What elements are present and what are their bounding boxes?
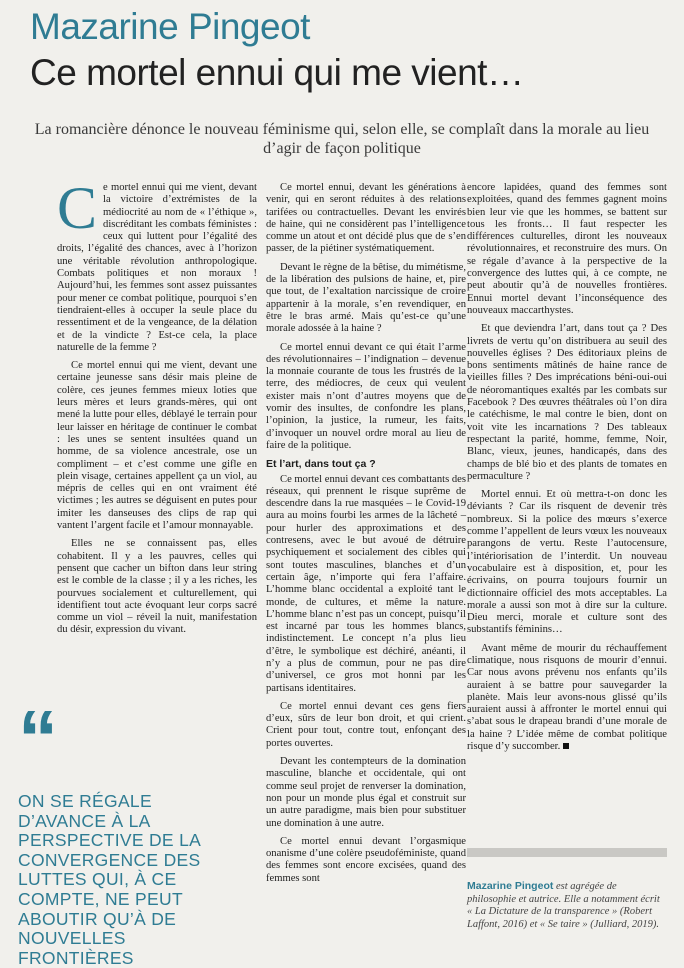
article-title: Ce mortel ennui qui me vient…	[30, 52, 524, 93]
article-column-1	[57, 175, 257, 636]
paragraph: encore lapidées, quand des femmes sont exploitées, quand des femmes gagnent moins bien leur vie que les hommes, se battent sur tous les fronts… Il faut respecter les différences culturelles, diront les nouveaux révolutionnaires, et reconstruire des murs. On se régale d’avance à la perspective de la convergence des luttes qui, à ce compte, ne peut aboutir qu’à de nouvelles frontières. Ennui mortel devant l’inconséquence des nouveaux maccarthystes.	[467, 182, 667, 316]
author-name: Mazarine Pingeot	[30, 6, 310, 47]
author-bio: Mazarine Pingeot est agrégée de philosophie et autrice. Elle a notamment écrit « La Dictature de la transparence » (Robert Laffont, 2016) et « Se taire » (Julliard, 2019).	[467, 880, 660, 930]
pull-quote: ON SE RÉGALE D’AVANCE À LA PERSPECTIVE DE LA CONVERGENCE DES LUTTES QUI, À CE COMPTE, NE PEUT ABOUTIR QU’À DE NOUVELLES FRONTIÈRES	[18, 791, 201, 968]
article-column-2	[266, 182, 466, 922]
paragraph: Ce mortel ennui, devant les générations à venir, qui en seront réduites à des relations tarifées ou contractuelles. Devant les envirés de haine, qui ne considèrent pas l’intelligence comme un atout et ont décidé plus que de s’en passer, de la piétiner systématiquement.	[266, 182, 466, 255]
paragraph: Ce mortel ennui qui me vient, devant la victoire d’extrémistes de la médiocrité au nom de « l’éthique », discréditant les combats féministes : ceux qui luttent pour l’égalité des droits, l’égalité des chances, avec à l’horizon une véritable révolution anthropologique. Combats politiques et non moraux ! Aujourd’hui, les femmes sont assez puissantes pour mener ce combat politique, pourquoi s’en tiendraient-elles à occuper la seule place du ressentiment et de la vengeance, de la délation et de la vindicte ? Est-ce cela, la place naturelle de la femme ?	[57, 175, 257, 353]
paragraph: Avant même de mourir du réchauffement climatique, nous risquons de mourir d’ennui. Car nous avons prévenu nos enfants qu’ils auraient à se battre pour sauvegarder la planète. Mais leur avons-nous glissé qu’ils auraient aussi à affronter le mortel ennui qui s’abat sous le drapeau brandi d’une morale de la haine ? L’idée même de combat politique risque d’y succomber.	[467, 642, 667, 753]
drop-cap: C	[57, 175, 98, 241]
end-mark-icon	[563, 743, 569, 749]
paragraph: Ce mortel ennui devant ces combattants des réseaux, qui prennent le risque suprême de descendre dans la rue masquées – le Covid-19 aura au moins fourbi les armes de la lâcheté – pour hurler des approximations et des contresens, avec le but avoué de détruire psychiquement et socialement des cibles qui sont toutes masculines, blanches et d’un certain âge, n’importe qui fera l’affaire. L’homme blanc occidental a exploité tant le monde, de cultures, et même la nature. L’homme blanc n’est pas un concept, puisqu’il est incarné par tous les hommes blancs, indistinctement. Le concept n’a plus lieu d’être, le symbolique est déchiré, anéanti, il n’y a plus de commun, pour ne pas dire d’universel, ce gros mot honni par les partisans identitaires.	[266, 473, 466, 694]
article-column-3	[467, 182, 667, 822]
paragraph: Elles ne se connaissent pas, elles cohabitent. Il y a les pauvres, celles qui pensent que cacher un bifton dans leur string est le comble de la classe ; il y a les riches, les pourvues socialement et culturellement, qui identifient tout acte évoquant leur corps sacré comme un viol – réveil la nuit, manifestation du désir, expression du vivant.	[57, 538, 257, 636]
quote-mark-icon: “	[18, 694, 58, 783]
paragraph: Ce mortel ennui qui me vient, devant une certaine jeunesse sans désir mais pleine de colère, ces jeunes femmes mieux loties que leurs mères et leurs grands-mères, qui ont mené la lutte pour elles, déblayé le terrain pour leur laisser en héritage de continuer le combat : les unes se sentent insultées quand un homme, de sa violence ancestrale, ose un compliment – et c’est comme une gifle en plein visage, certaines appellent ça un viol, au mépris de celles qui en ont vraiment été victimes ; les autres se déguisent en putes pour imiter les danseuses des clips de rap qui vantent l’argent facile et l’amour monnayable.	[57, 360, 257, 532]
article-lead: La romancière dénonce le nouveau féminisme qui, selon elle, se complaît dans la morale au lieu d’agir de façon politique	[34, 121, 650, 157]
paragraph: Devant le règne de la bêtise, du mimétisme, de la libération des pulsions de haine, et, pire que tout, de l’exaltation narcissique de croire appartenir à la morale, s’en revendiquer, en être le bras armé. Mais qu’est-ce qu’une morale adossée à la haine ?	[266, 261, 466, 335]
bio-author-name: Mazarine Pingeot	[467, 880, 554, 892]
bio-divider	[467, 848, 667, 857]
section-subhead: Et l’art, dans tout ça ?	[266, 458, 376, 471]
paragraph: Ce mortel ennui devant ces gens fiers d’eux, sûrs de leur bon droit, et qui crient. Crient pour tout, contre tout, enfonçant des portes ouvertes.	[266, 700, 466, 749]
paragraph: Et que deviendra l’art, dans tout ça ? Des livrets de vertu qu’on distribuera au seuil des nouvelles églises ? Des éditoriaux pleins de bons sentiments mâtinés de haine rance de vieilles filles ? Des imprécations béni-oui-oui de néoromantiques exaltés par les combats sur Facebook ? Des œuvres théâtrales où l’on dira le catéchisme, le mal contre le bien, dont on voit vite les incarnations ? Des tableaux respectant la parité, homme, femme, Noir, Blanc, vieux, jeunes, handicapés, dans des champs de blé bio et des plants de tomates en permaculture ?	[467, 323, 667, 482]
paragraph: Ce mortel ennui devant ce qui était l’arme des révolutionnaires – l’indignation – devenue la monnaie courante de tous les frustrés de la terre, des médiocres, de ceux qui veulent exister mais n’ont d’autres moyens que de vomir des insultes, de confondre les plans, l’opinion, la justice, la rumeur, les faits, d’invoquer un nouvel ordre moral au lieu de faire de la politique.	[266, 341, 466, 451]
paragraph: Devant les contempteurs de la domination masculine, blanche et occidentale, qui ont comme seul projet de renverser la domination, non pour un monde plus égal et construit sur un autre paradigme, mais bien pour substituer une domination à une autre.	[266, 756, 466, 829]
paragraph: Mortel ennui. Et où mettra-t-on donc les déviants ? Car ils risquent de devenir très nombreux. Si la police des mœurs s’exerce comme l’appellent de leurs vœux les nouveaux parangons de vertu. Reste l’autocensure, l’intériorisation de l’interdit. Un nouveau vocabulaire est à disposition, et, pour les écrivains, on pourra toujours fournir un dictionnaire officiel des mots acceptables. La morale a aussi son mot à dire sur la culture. Dieu merci, morale et culture sont des substantifs féminins…	[467, 489, 667, 636]
paragraph: Ce mortel ennui devant l’orgasmique onanisme d’une colère pseudoféministe, quand des femmes sont encore excisées, quand des femmes sont	[266, 835, 466, 884]
